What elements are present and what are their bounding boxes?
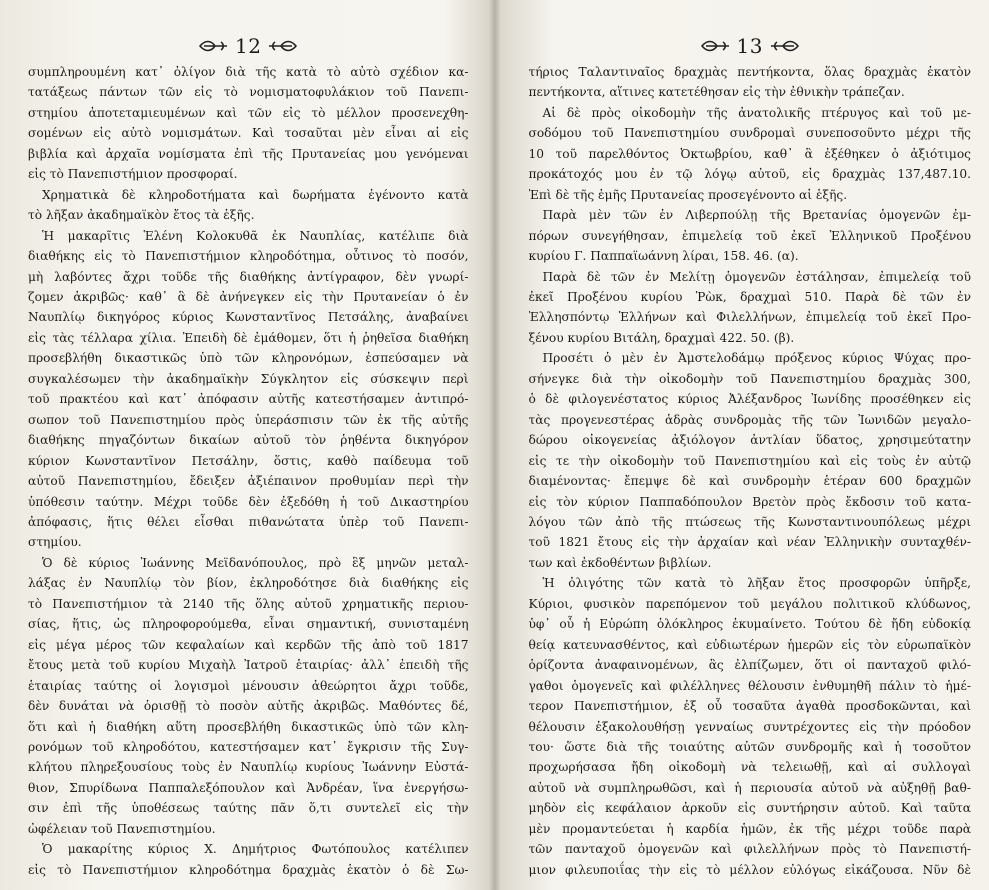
text-line: τοῦ πρακτέου καὶ κατ᾽ ἀπόφασιν αὐτῆς κατεστήσαμεν ἀντιπρό- <box>28 392 469 407</box>
text-line: Κύριοι, φυσικὸν παρεπόμενον τοῦ μεγάλου πολιτικοῦ κλύδωνος, <box>528 596 971 611</box>
text-line: προσεβλήθη δικαστικῶς ὑπὸ τῶν κληρονόμων, ἐσπεύσαμεν νὰ <box>28 351 469 366</box>
text-line: μὴ λαβόντες ἄχρι τοῦδε τῆς διαθήκης ἀντίγραφον, δὲν γνωρί- <box>28 269 469 284</box>
text-line: ἀπόφασις, ἥτις θέλει εἶσθαι πιθανώτατα ὑπὲρ τοῦ Πανεπι- <box>28 514 469 529</box>
text-line: μιον φιλευποιΐας τὴν εἰς τὸ μέλλον εὐλόγως εἰκάζουσα. Νῦν δὲ <box>528 862 971 877</box>
text-line: σιν ἐπὶ τῆς ὑποθέσεως ταύτης πᾶν ὅ,τι συντελεῖ εἰς τὴν <box>28 801 469 816</box>
text-line: τατάξεως πάντων τῶν εἰς τὸ νομισματοφυλάκιον τοῦ Πανεπι- <box>28 85 469 100</box>
text-line: εἰς τὸ Πανεπιστήμιον προσφοραί. <box>28 167 238 182</box>
text-line: μηδὸν εἰς κεφάλαιον ἀρκοῦν εἰς συντήρησιν αὐτοῦ. Καὶ ταῦτα <box>528 801 971 816</box>
text-line: Ἑλλησπόντῳ Ἑλλήνων καὶ Φιλελλήνων, ἐπιμελείᾳ τοῦ ἐκεῖ Προ- <box>528 310 971 325</box>
text-line: διαθήκης πηγαζόντων δικαίων αὐτοῦ τὸν ῥηθέντα δικηγόρον <box>28 433 469 448</box>
text-line: τῶν πανταχοῦ ὁμογενῶν καὶ φιλελλήνων πρὸς τὸ Πανεπιστή- <box>528 842 971 857</box>
text-line: Προσέτι ὁ μὲν ἐν Ἀμστελοδάμῳ πρόξενος κύριος Ψύχας προ- <box>542 351 971 366</box>
text-line: θείᾳ κατευνασθέντος, καὶ εὐδιωτέρων ἡμερῶν εἰς τὸν εὐρωπαϊκὸν <box>528 637 971 652</box>
text-line: Ναυπλίῳ δικηγόρος κύριος Κωνσταντῖνος Πετσάλης, ἀναβαίνει <box>28 310 469 325</box>
ornament-left-icon <box>199 39 229 53</box>
text-line: διαθήκης εἰς τὸ Πανεπιστήμιον κληροδότημα, οὗτινος τὸ ποσόν, <box>28 249 469 264</box>
ornament-right-icon <box>769 39 799 53</box>
text-line: γαθοι ὁμογενεῖς καὶ φιλέλληνες θέλουσιν ἐνθυμηθῆ πάλιν τὸ ἡμέ- <box>528 678 971 693</box>
text-line: θέλουσιν ἐξακολουθήσῃ γενναίως συντρέχοντες εἰς τὴν πρόοδον <box>528 719 971 734</box>
page-number: 12 <box>235 34 262 58</box>
text-line: ἐκεῖ Προξένου κυρίου Ῥὼκ, δραχμαὶ 510. Παρὰ δὲ τῶν ἐν <box>528 289 971 304</box>
text-line: στημίου. <box>28 535 82 550</box>
text-line: Χρηματικὰ δὲ κληροδοτήματα καὶ δωρήματα ἐγένοντο κατὰ <box>42 187 469 202</box>
text-line: τὸ Πανεπιστήμιον τὰ 2140 τῆς ὅλης αὐτοῦ χρηματικῆς περιου- <box>28 596 469 611</box>
text-line: ἔτους μετὰ τοῦ κυρίου Μιχαὴλ Ἰατροῦ ἑταιρίας· ἀλλ᾽ ἐπειδὴ τῆς <box>28 658 469 673</box>
text-line: θιον, Σπυρίδωνα Παππαλεξόπουλον καὶ Ἀνδρέαν, ἵνα ἐνεργήσω- <box>28 780 469 795</box>
text-line: προχωρήσασα ἤδη οἰκοδομὴ νὰ τελειωθῇ, καὶ αἱ συλλογαὶ <box>528 760 971 775</box>
text-line: ὁ δὲ φιλογενέστατος κύριος Ἀλέξανδρος Ἰωνίδης προσέθηκεν εἰς <box>528 392 971 407</box>
text-line: συμπληρουμένη κατ᾽ ὀλίγον διὰ τῆς κατὰ τὸ αὐτὸ σχέδιον κα- <box>28 65 469 79</box>
text-line: σήνεγκε διὰ τὴν οἰκοδομὴν τοῦ Πανεπιστημίου δραχμὰς 300, <box>528 371 971 386</box>
ornament-left-icon <box>701 39 731 53</box>
text-line: αὐτοῦ νὰ συμπληρωθῶσι, καὶ ἡ περιουσία αὐτοῦ νὰ αὐξηθῇ βαθ- <box>528 780 971 795</box>
text-line: Ἐπὶ δὲ τῆς ἐμῆς Πρυτανείας προσεγένοντο αἱ ἑξῆς. <box>528 187 848 202</box>
page-body <box>28 62 469 880</box>
text-line: πόρων συνεγήθησαν, ἐπιμελείᾳ τοῦ ἐκεῖ Ἑλληνικοῦ Προξένου <box>528 228 971 243</box>
text-line: κύριον Κωνσταντῖνον Πετσάλην, ὅστις, καθὸ παίδευμα τοῦ <box>28 453 469 468</box>
page-body <box>529 62 972 880</box>
text-line: σοδόμου τοῦ Πανεπιστημίου συνδρομαὶ συνεποσοῦντο μέχρι τῆς <box>528 126 971 141</box>
text-line: των καὶ ἐκδοθέντων βιβλίων. <box>528 555 712 570</box>
page-header <box>529 34 972 58</box>
page-number: 13 <box>736 34 763 58</box>
text-line: ξένου κυρίου Βιτάλη, δραχμαὶ 422. 50. (β). <box>528 330 795 345</box>
page-header <box>28 34 469 58</box>
right-page <box>495 0 989 890</box>
text-line: κυρίου Γ. Παππαϊωάννη λίραι, 158. 46. (α). <box>528 249 799 264</box>
text-line: σίας, ἥτις, ὡς πληροφορούμεθα, εἶναι σημαντική, συνισταμένη <box>28 617 469 632</box>
text-line: Ἡ μακαρῖτις Ἑλένη Κολοκυθᾶ ἐκ Ναυπλίας, κατέλιπε διὰ <box>42 228 469 243</box>
text-line: αὐτοῦ Πανεπιστημίου, ἔδειξεν ἀξιέπαινον προθυμίαν περὶ τὴν <box>28 474 469 489</box>
text-line: δώρου οἰκογενείας ἀξιόλογον ἀντλίαν ὕδατος, χρησιμεύτατην <box>528 433 971 448</box>
text-line: Ὁ μακαρίτης κύριος Χ. Δημήτριος Φωτόπουλος κατέλιπεν <box>42 842 469 857</box>
text-line: εἰς τε τὴν οἰκοδομὴν τοῦ Πανεπιστημίου καὶ εἰς τοὺς ἐν αὐτῷ <box>528 453 971 468</box>
text-line: Ὁ δὲ κύριος Ἰωάννης Μεϊδανόπουλος, πρὸ ἓξ μηνῶν μεταλ- <box>42 555 469 570</box>
text-line: διαμένοντας· ἔπεμψε δὲ καὶ συνδρομὴν ἑτέραν 600 δραχμῶν <box>528 474 971 489</box>
ornament-right-icon <box>267 39 297 53</box>
text-line: σομένων εἰς αὐτὸ νομισμάτων. Καὶ τοσαῦται μὲν εἶναι αἱ εἰς <box>28 126 469 141</box>
text-line: μὲν προμαντεύεται ἡ καρδία ἡμῶν, ἐκ τῆς μέχρι τοῦδε παρὰ <box>528 821 971 836</box>
text-line: ρονόμων τοῦ κληροδότου, κατεστήσαμεν κατ᾽ ἔγκρισιν τῆς Συγ- <box>28 739 469 754</box>
text-line: τὸ λῆξαν ἀκαδημαϊκὸν ἔτος τὰ ἑξῆς. <box>28 208 255 223</box>
text-line: σωπον τοῦ Πανεπιστημίου πρὸς ὑπεράσπισιν τῶν ἐκ τῆς αὐτῆς <box>28 412 469 427</box>
text-line: λάξας ἐν Ναυπλίῳ τὸν βίον, ἐκληροδότησε διὰ διαθήκης εἰς <box>28 576 469 591</box>
text-line: ὠφέλειαν τοῦ Πανεπιστημίου. <box>28 821 216 836</box>
text-line: του· ὥστε διὰ τῆς τοιαύτης αὐτῶν συνδρομῆς καὶ ἡ τοσοῦτον <box>528 739 971 754</box>
text-line: Παρὰ δὲ τῶν ἐν Μελίτῃ ὁμογενῶν ἐστάλησαν, ἐπιμελείᾳ τοῦ <box>542 269 971 284</box>
text-line: τήριος Ταλαντιναῖος δραχμὰς πεντήκοντα, ὅλας δραχμὰς ἑκατὸν <box>528 65 971 79</box>
text-line: στημίου ἀποτεταμιευμένων καὶ τῶν εἰς τὸ μέλλον προσενεχθη- <box>28 105 469 120</box>
text-line: ζομεν ἀκριβῶς· καθ᾽ ἃ δὲ ἀνήνεγκεν εἰς τὴν Πρυτανείαν ὁ ἐν <box>28 289 469 304</box>
text-line: λόγου τῶν ἀπὸ τῆς πτώσεως τῆς Κωνσταντινουπόλεως μέχρι <box>528 514 971 529</box>
text-line: κλήτου πληρεξουσίους τοὺς ἐν Ναυπλίῳ κυρίους Ἰωάννην Εὐστά- <box>28 760 469 775</box>
text-line: ὑφ᾽ οὗ ἡ Εὐρώπη ὁλόκληρος ἐκυμαίνετο. Τούτου δὲ ἤδη εὐδοκίᾳ <box>528 617 971 632</box>
text-line: πεντήκοντα, αἵτινες κατετέθησαν εἰς τὴν ἐθνικὴν τράπεζαν. <box>528 85 905 100</box>
text-line: εἰς τὰς τέλλαρα χίλια. Ἐπειδὴ δὲ ἐμάθομεν, ὅτι ἡ ῥηθεῖσα διαθήκη <box>28 330 469 345</box>
text-line: ἑταιρίας ταύτης οἱ λογισμοὶ μένουσιν ἀθεώρητοι ἄχρι τοῦδε, <box>28 678 469 693</box>
text-line: Αἱ δὲ πρὸς οἰκοδομὴν τῆς ἀνατολικῆς πτέρυγος καὶ τοῦ με- <box>542 105 971 120</box>
text-line: τὰς προγενεστέρας ἁδρὰς συνδρομὰς τῆς τῶν Ἰωνιδῶν μεγαλο- <box>528 412 971 427</box>
text-line: Παρὰ μὲν τῶν ἐν Λιβερπούλῃ τῆς Βρετανίας ὁμογενῶν ἐμ- <box>542 208 971 223</box>
text-line: ὁρίζοντα ἀναφαινομένων, ἂς ἐλπίζωμεν, ὅτι οἱ πανταχοῦ φιλό- <box>528 658 971 673</box>
text-line: δὲν δυνάται νὰ ὁρισθῇ τὸ ποσὸν αὐτῆς ἀκριβῶς. Μαθόντες δέ, <box>28 699 469 714</box>
text-line: τοῦ 1821 ἔτους εἰς τὴν ἀρχαίαν καὶ νέαν Ἑλληνικὴν συνταχθέν- <box>528 535 971 550</box>
text-line: Ἡ ὀλιγότης τῶν κατὰ τὸ λῆξαν ἔτος προσφορῶν ὑπῆρξε, <box>542 576 971 591</box>
text-line: ὅτι καὶ ἡ διαθήκη αὕτη προσεβλήθη δικαστικῶς ὑπὸ τῶν κλη- <box>28 719 469 734</box>
text-line: ὑπόθεσιν ταύτην. Μέχρι τοῦδε δὲν ἐξεδόθη ἡ τοῦ Δικαστηρίου <box>28 494 469 509</box>
text-line: 10 τοῦ παρελθόντος Ὀκτωβρίου, καθ᾽ ἃ ἐξέθηκεν ὁ ἀξιότιμος <box>528 146 971 161</box>
text-line: εἰς μέγα μέρος τῶν κεφαλαίων καὶ κερδῶν τῆς ἀπὸ τοῦ 1817 <box>28 637 469 652</box>
text-line: τερον Πανεπιστήμιον, ἐξ οὗ τοσαῦτα ἀγαθὰ προσδοκῶνται, καὶ <box>528 699 971 714</box>
text-line: προκάτοχός μου ἐν τῷ λόγῳ αὐτοῦ, εἰς δραχμὰς 137,487.10. <box>528 167 971 182</box>
text-line: εἰς τὸ Πανεπιστήμιον κληροδότημα δραχμὰς ἑκατὸν ὁ δὲ Σω- <box>28 862 469 877</box>
text-line: συγκαλέσωμεν τὴν ἀκαδημαϊκὴν Σύγκλητον εἰς σύσκεψιν περὶ <box>28 371 469 386</box>
text-line: εἰς τὸν κύριον Παππαδόπουλον Βρετὸν πρὸς ἔκδοσιν τοῦ κατα- <box>528 494 971 509</box>
text-line: βιβλία καὶ ἀρχαῖα νομίσματα ἐπὶ τῆς Πρυτανείας μου γενόμεναι <box>28 146 469 161</box>
